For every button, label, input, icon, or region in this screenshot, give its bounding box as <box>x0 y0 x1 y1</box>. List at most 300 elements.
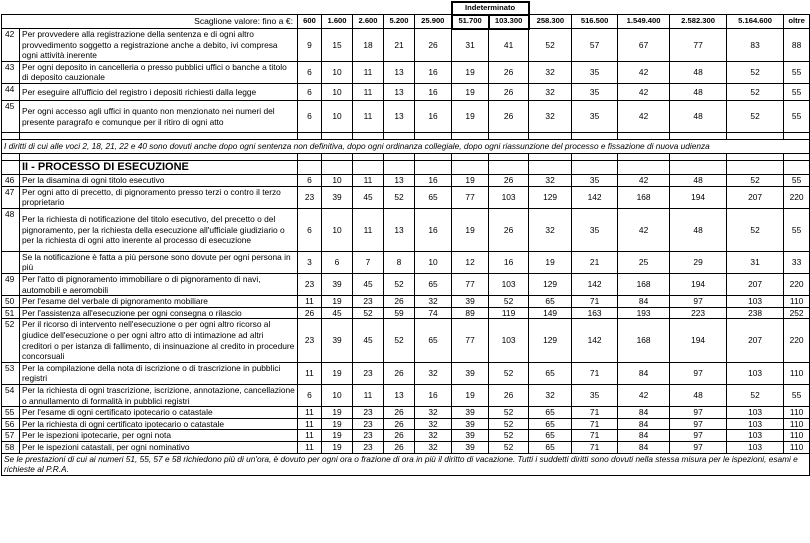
row-value: 10 <box>322 208 353 251</box>
row-value: 52 <box>353 307 384 319</box>
row-value: 65 <box>415 186 452 208</box>
row-value: 9 <box>298 29 322 62</box>
row-value: 39 <box>452 418 489 430</box>
row-value: 23 <box>353 296 384 308</box>
column-header: 1.549.400 <box>618 15 670 29</box>
row-value: 23 <box>353 430 384 442</box>
row-number: 54 <box>2 384 20 406</box>
row-value: 42 <box>618 101 670 133</box>
row-number: 58 <box>2 441 20 453</box>
spacer-cell <box>2 154 20 161</box>
column-header: 103.300 <box>489 15 529 29</box>
row-value: 16 <box>489 251 529 273</box>
table-row <box>2 296 810 308</box>
section-cell <box>298 161 322 175</box>
row-value: 19 <box>452 101 489 133</box>
row-description: Per provvedere alla registrazione della sentenza e di ogni altro provvedimento soggetto a registrazione anche a debito, ivi compresa ogni attività inerente <box>20 29 298 62</box>
row-value: 19 <box>529 251 572 273</box>
row-value: 8 <box>384 251 415 273</box>
table-row <box>2 251 810 273</box>
table-row <box>2 274 810 296</box>
row-value: 52 <box>727 61 784 83</box>
table-row <box>2 418 810 430</box>
row-value: 207 <box>727 274 784 296</box>
row-value: 103 <box>727 362 784 384</box>
row-value: 52 <box>489 296 529 308</box>
row-value: 10 <box>322 384 353 406</box>
row-value: 45 <box>322 307 353 319</box>
row-value: 74 <box>415 307 452 319</box>
row-value: 10 <box>322 175 353 187</box>
spacer-cell <box>670 154 727 161</box>
row-value: 13 <box>384 84 415 101</box>
row-number: 50 <box>2 296 20 308</box>
section-cell <box>415 161 452 175</box>
row-value: 52 <box>384 186 415 208</box>
row-value: 65 <box>529 418 572 430</box>
row-description: Per l'esame di ogni certificato ipotecario o catastale <box>20 407 298 419</box>
row-value: 52 <box>727 208 784 251</box>
row-description: Per la disamina di ogni titolo esecutivo <box>20 175 298 187</box>
row-value: 26 <box>384 441 415 453</box>
row-number: 53 <box>2 362 20 384</box>
row-value: 84 <box>618 362 670 384</box>
row-value: 39 <box>452 407 489 419</box>
row-value: 71 <box>572 362 618 384</box>
row-value: 11 <box>353 84 384 101</box>
row-description: Per l'atto di pignoramento immobiliare o di pignoramento di navi, automobili e aeromobili <box>20 274 298 296</box>
row-value: 39 <box>322 319 353 362</box>
row-value: 19 <box>452 175 489 187</box>
row-value: 84 <box>618 441 670 453</box>
row-value: 23 <box>298 186 322 208</box>
row-value: 110 <box>784 296 810 308</box>
row-number: 52 <box>2 319 20 362</box>
row-value: 26 <box>384 407 415 419</box>
column-header: 1.600 <box>322 15 353 29</box>
row-value: 11 <box>353 61 384 83</box>
row-description: Per le ispezioni ipotecarie, per ogni nota <box>20 430 298 442</box>
spacer-cell <box>298 154 322 161</box>
row-value: 65 <box>415 319 452 362</box>
row-number: 51 <box>2 307 20 319</box>
section-cell <box>727 161 784 175</box>
spacer-cell <box>670 133 727 140</box>
row-value: 77 <box>670 29 727 62</box>
row-value: 103 <box>727 418 784 430</box>
row-value: 55 <box>784 61 810 83</box>
row-value: 52 <box>489 407 529 419</box>
row-value: 32 <box>415 362 452 384</box>
row-value: 35 <box>572 384 618 406</box>
table-row <box>2 208 810 251</box>
row-value: 65 <box>529 362 572 384</box>
row-number: 49 <box>2 274 20 296</box>
row-value: 129 <box>529 319 572 362</box>
row-value: 52 <box>727 84 784 101</box>
row-value: 3 <box>298 251 322 273</box>
row-value: 45 <box>353 186 384 208</box>
column-header: 258.300 <box>529 15 572 29</box>
spacer-cell <box>489 154 529 161</box>
row-number: 43 <box>2 61 20 83</box>
row-value: 21 <box>384 29 415 62</box>
row-value: 42 <box>618 84 670 101</box>
row-value: 103 <box>727 441 784 453</box>
row-value: 26 <box>489 101 529 133</box>
row-value: 110 <box>784 407 810 419</box>
row-value: 11 <box>353 208 384 251</box>
row-value: 26 <box>384 430 415 442</box>
row-description: Per il ricorso di intervento nell'esecuzione o per ogni altro ricorso al giudice dell'esecuzione o per ogni altro atto di intimazione ad altri creditori o per istanza di fallimento, di insinuazione al credito in procedure concorsuali <box>20 319 298 362</box>
row-value: 31 <box>452 29 489 62</box>
row-value: 19 <box>322 418 353 430</box>
row-value: 32 <box>415 441 452 453</box>
row-value: 71 <box>572 418 618 430</box>
row-value: 6 <box>298 84 322 101</box>
section-cell <box>618 161 670 175</box>
row-description: Per ogni deposito in cancelleria o presso pubblici uffici o banche a titolo di deposito cauzionale <box>20 61 298 83</box>
row-description: Per la richiesta di ogni trascrizione, iscrizione, annotazione, cancellazione o annullamento di formalità in pubblici registri <box>20 384 298 406</box>
row-value: 103 <box>727 296 784 308</box>
row-value: 103 <box>489 186 529 208</box>
row-value: 29 <box>670 251 727 273</box>
row-value: 83 <box>727 29 784 62</box>
row-value: 26 <box>415 29 452 62</box>
spacer-cell <box>529 154 572 161</box>
row-value: 220 <box>784 274 810 296</box>
spacer-cell <box>529 133 572 140</box>
row-value: 35 <box>572 175 618 187</box>
row-value: 19 <box>322 362 353 384</box>
row-value: 26 <box>489 61 529 83</box>
row-value: 11 <box>298 430 322 442</box>
row-value: 52 <box>384 319 415 362</box>
row-value: 110 <box>784 430 810 442</box>
row-value: 110 <box>784 418 810 430</box>
row-number: 44 <box>2 84 20 101</box>
table-row <box>2 175 810 187</box>
row-description: Per ogni accesso agli uffici in quanto non menzionato nei numeri del presente paragrafo e comunque per il ritiro di ogni atto <box>20 101 298 133</box>
row-value: 48 <box>670 61 727 83</box>
row-value: 207 <box>727 319 784 362</box>
row-value: 55 <box>784 208 810 251</box>
row-value: 42 <box>618 175 670 187</box>
row-value: 103 <box>727 407 784 419</box>
row-number: 55 <box>2 407 20 419</box>
row-value: 45 <box>353 274 384 296</box>
row-value: 33 <box>784 251 810 273</box>
row-value: 52 <box>384 274 415 296</box>
row-value: 11 <box>353 101 384 133</box>
row-value: 26 <box>489 208 529 251</box>
table-row <box>2 362 810 384</box>
column-header: oltre <box>784 15 810 29</box>
row-value: 16 <box>415 84 452 101</box>
spacer-cell <box>784 154 810 161</box>
row-value: 129 <box>529 274 572 296</box>
section-cell <box>353 161 384 175</box>
row-value: 39 <box>452 362 489 384</box>
spacer-cell <box>20 133 298 140</box>
row-value: 194 <box>670 274 727 296</box>
table-row <box>2 61 810 83</box>
row-value: 142 <box>572 186 618 208</box>
row-number <box>2 251 20 273</box>
row-description: Per l'assistenza all'esecuzione per ogni consegna o rilascio <box>20 307 298 319</box>
row-value: 35 <box>572 84 618 101</box>
row-value: 11 <box>353 384 384 406</box>
row-value: 11 <box>298 407 322 419</box>
spacer-cell <box>572 154 618 161</box>
row-value: 16 <box>415 61 452 83</box>
spacer-cell <box>727 133 784 140</box>
row-value: 6 <box>298 101 322 133</box>
row-value: 39 <box>452 441 489 453</box>
spacer-cell <box>572 133 618 140</box>
row-value: 110 <box>784 362 810 384</box>
spacer-cell <box>20 154 298 161</box>
row-value: 26 <box>384 418 415 430</box>
row-value: 32 <box>529 175 572 187</box>
row-value: 32 <box>415 296 452 308</box>
row-value: 23 <box>353 407 384 419</box>
row-value: 19 <box>322 441 353 453</box>
row-description: Per le ispezioni catastali, per ogni nominativo <box>20 441 298 453</box>
row-value: 10 <box>322 101 353 133</box>
row-value: 52 <box>529 29 572 62</box>
row-value: 10 <box>322 61 353 83</box>
row-value: 220 <box>784 186 810 208</box>
note-text: Se le prestazioni di cui ai numeri 51, 55, 57 e 58 richiedono più di un'ora, è dovuto per ogni ora o frazione di ora in più il diritto di vacazione. Tutti i suddetti diritti sono dovuti nella stessa misura per le ispezioni, esami e richieste al P.R.A. <box>2 453 810 475</box>
row-value: 7 <box>353 251 384 273</box>
row-value: 55 <box>784 84 810 101</box>
row-value: 65 <box>529 407 572 419</box>
row-value: 194 <box>670 319 727 362</box>
row-value: 168 <box>618 186 670 208</box>
row-value: 25 <box>618 251 670 273</box>
section-cell <box>489 161 529 175</box>
row-description: Per l'esame del verbale di pignoramento mobiliare <box>20 296 298 308</box>
section-number-cell <box>2 161 20 175</box>
row-value: 11 <box>298 418 322 430</box>
spacer-cell <box>618 154 670 161</box>
row-value: 84 <box>618 296 670 308</box>
indeterminato-label: Indeterminato <box>452 2 529 15</box>
row-value: 10 <box>322 84 353 101</box>
row-value: 238 <box>727 307 784 319</box>
row-value: 65 <box>415 274 452 296</box>
column-header: 51.700 <box>452 15 489 29</box>
note-row <box>2 140 810 154</box>
table-row <box>2 307 810 319</box>
row-value: 23 <box>353 362 384 384</box>
row-value: 11 <box>298 296 322 308</box>
row-value: 84 <box>618 430 670 442</box>
row-value: 11 <box>298 362 322 384</box>
row-value: 35 <box>572 208 618 251</box>
row-value: 35 <box>572 61 618 83</box>
row-value: 71 <box>572 430 618 442</box>
row-value: 55 <box>784 101 810 133</box>
scaglione-label: Scaglione valore: fino a €: <box>2 15 298 29</box>
row-value: 18 <box>353 29 384 62</box>
row-value: 71 <box>572 296 618 308</box>
row-value: 32 <box>415 418 452 430</box>
section-cell <box>572 161 618 175</box>
row-value: 77 <box>452 274 489 296</box>
row-value: 97 <box>670 296 727 308</box>
table-row <box>2 186 810 208</box>
row-value: 71 <box>572 441 618 453</box>
row-value: 42 <box>618 61 670 83</box>
row-value: 26 <box>384 362 415 384</box>
row-description: Per eseguire all'ufficio del registro i depositi richiesti dalla legge <box>20 84 298 101</box>
row-value: 19 <box>452 208 489 251</box>
row-number: 48 <box>2 208 20 251</box>
row-value: 23 <box>298 274 322 296</box>
row-value: 77 <box>452 186 489 208</box>
table-row <box>2 384 810 406</box>
section-cell <box>529 161 572 175</box>
spacer-cell <box>384 133 415 140</box>
section-title: II - PROCESSO DI ESECUZIONE <box>20 161 298 175</box>
row-value: 39 <box>452 296 489 308</box>
row-value: 110 <box>784 441 810 453</box>
row-number: 47 <box>2 186 20 208</box>
spacer-row <box>2 154 810 161</box>
row-value: 103 <box>489 274 529 296</box>
column-header: 25.900 <box>415 15 452 29</box>
row-value: 13 <box>384 101 415 133</box>
column-header: 5.200 <box>384 15 415 29</box>
row-value: 67 <box>618 29 670 62</box>
row-value: 32 <box>529 61 572 83</box>
spacer-row <box>2 133 810 140</box>
table-row <box>2 84 810 101</box>
row-value: 65 <box>529 430 572 442</box>
spacer-cell <box>452 154 489 161</box>
column-header: 516.500 <box>572 15 618 29</box>
spacer-cell <box>727 154 784 161</box>
table-row <box>2 430 810 442</box>
spacer-cell <box>618 133 670 140</box>
row-value: 163 <box>572 307 618 319</box>
row-value: 77 <box>452 319 489 362</box>
row-value: 26 <box>489 175 529 187</box>
row-value: 39 <box>322 274 353 296</box>
row-value: 129 <box>529 186 572 208</box>
spacer-cell <box>415 154 452 161</box>
row-value: 52 <box>727 101 784 133</box>
table-row <box>2 29 810 62</box>
row-value: 48 <box>670 101 727 133</box>
spacer-cell <box>353 133 384 140</box>
row-value: 65 <box>529 296 572 308</box>
row-number: 46 <box>2 175 20 187</box>
row-value: 23 <box>353 441 384 453</box>
row-value: 19 <box>452 384 489 406</box>
row-value: 13 <box>384 208 415 251</box>
row-value: 48 <box>670 84 727 101</box>
row-value: 19 <box>452 61 489 83</box>
row-value: 52 <box>727 384 784 406</box>
row-value: 119 <box>489 307 529 319</box>
row-value: 252 <box>784 307 810 319</box>
row-value: 19 <box>452 84 489 101</box>
row-value: 11 <box>298 441 322 453</box>
spacer-cell <box>353 154 384 161</box>
row-value: 16 <box>415 101 452 133</box>
row-value: 52 <box>727 175 784 187</box>
row-value: 32 <box>529 84 572 101</box>
note-text: I diritti di cui alle voci 2, 18, 21, 22 e 40 sono dovuti anche dopo ogni sentenza non definitiva, dopo ogni ordinanza collegiale, dopo ogni riassunzione del processo e fissazione di nuova udienza <box>2 140 810 154</box>
column-header: 2.582.300 <box>670 15 727 29</box>
row-value: 26 <box>298 307 322 319</box>
row-value: 39 <box>322 186 353 208</box>
row-description: Per ogni atto di precetto, di pignoramento presso terzi o contro il terzo proprietario <box>20 186 298 208</box>
row-description: Per la richiesta di ogni certificato ipotecario o catastale <box>20 418 298 430</box>
row-value: 223 <box>670 307 727 319</box>
row-value: 6 <box>298 175 322 187</box>
row-value: 6 <box>298 208 322 251</box>
row-number: 56 <box>2 418 20 430</box>
row-value: 71 <box>572 407 618 419</box>
column-header: 5.164.600 <box>727 15 784 29</box>
row-value: 13 <box>384 384 415 406</box>
row-value: 84 <box>618 407 670 419</box>
table-row <box>2 441 810 453</box>
row-value: 15 <box>322 29 353 62</box>
row-value: 57 <box>572 29 618 62</box>
section-cell <box>322 161 353 175</box>
row-value: 142 <box>572 274 618 296</box>
row-value: 52 <box>489 362 529 384</box>
table-row <box>2 319 810 362</box>
row-value: 26 <box>489 384 529 406</box>
row-value: 32 <box>529 208 572 251</box>
row-value: 52 <box>489 418 529 430</box>
row-value: 35 <box>572 101 618 133</box>
row-value: 52 <box>489 430 529 442</box>
row-value: 13 <box>384 175 415 187</box>
row-value: 16 <box>415 384 452 406</box>
row-value: 193 <box>618 307 670 319</box>
column-header: 600 <box>298 15 322 29</box>
row-value: 32 <box>415 430 452 442</box>
row-value: 11 <box>353 175 384 187</box>
row-value: 32 <box>529 101 572 133</box>
row-value: 12 <box>452 251 489 273</box>
table-row <box>2 407 810 419</box>
row-value: 13 <box>384 61 415 83</box>
row-description: Per la richiesta di notificazione del titolo esecutivo, del precetto o del pignoramento, per la richiesta della esecuzione all'ufficiale giudiziario o per la richiesta di ogni atto inerente al processo di esecuzione <box>20 208 298 251</box>
row-value: 26 <box>489 84 529 101</box>
spacer-cell <box>784 133 810 140</box>
row-value: 59 <box>384 307 415 319</box>
spacer-cell <box>384 154 415 161</box>
row-value: 31 <box>727 251 784 273</box>
row-description: Per la compilazione della nota di iscrizione o di trascrizione in pubblici registri <box>20 362 298 384</box>
row-value: 19 <box>322 296 353 308</box>
row-value: 32 <box>415 407 452 419</box>
row-value: 149 <box>529 307 572 319</box>
section-row <box>2 161 810 175</box>
table-row <box>2 101 810 133</box>
row-value: 42 <box>618 208 670 251</box>
spacer-cell <box>489 133 529 140</box>
row-value: 10 <box>415 251 452 273</box>
